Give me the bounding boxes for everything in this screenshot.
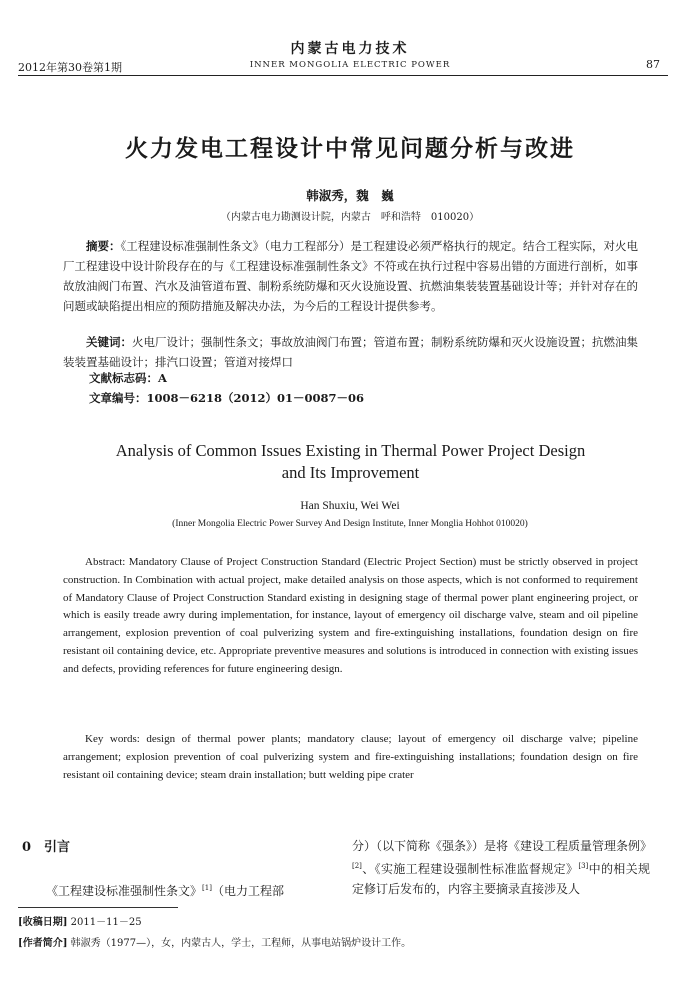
journal-title-cn: 内蒙古电力技术	[290, 41, 410, 57]
abstract-cn-label: 摘要：	[86, 239, 121, 253]
intro-column-left	[22, 878, 320, 901]
affiliation-cn: （内蒙古电力勘测设计院，内蒙古 呼和浩特 010020）	[220, 212, 480, 223]
intro-left-text-a: 《工程建设标准强制性条文》	[46, 884, 203, 898]
journal-volume: 2012年第30卷第1期	[18, 61, 122, 74]
page-number: 87	[646, 58, 660, 71]
footnote-received	[18, 913, 142, 928]
citation-ref: [3]	[578, 862, 589, 870]
article-number	[89, 390, 364, 406]
abstract-cn-text: 《工程建设标准强制性条文》（电力工程部分）是工程建设必须严格执行的规定。结合工程实际，对火电厂工程建设中设计阶段存在的与《工程建设标准强制性条文》不符或在执行过程中容易出错的方面进行剖析，如事故放油阀门布置、汽水及油管道布置、制粉系统防爆和灭火设施设置、抗燃油集装装置基础设计等；并针对存在的问题或缺陷提出相应的预防措施及解决办法，为今后的工程设计提供参考。	[63, 239, 638, 313]
keywords-cn	[63, 332, 638, 372]
authors-en: Han Shuxiu, Wei Wei	[300, 500, 400, 512]
footnote-received-label: [收稿日期]	[18, 917, 68, 928]
intro-left-text-b: （电力工程部	[211, 884, 284, 898]
footnote-rule	[18, 907, 178, 908]
keywords-en	[63, 731, 638, 784]
intro-right-text-a: 分）（以下简称《强条》）是将《建设工程质量管理条例》	[352, 839, 653, 853]
footnote-bio-label: [作者简介]	[18, 938, 68, 949]
footnote-bio-text: 韩淑秀（1977—），女，内蒙古人，学士，工程师，从事电站锅炉设计工作。	[70, 938, 412, 949]
citation-ref: [2]	[352, 862, 362, 870]
intro-right-text-c: 中的相关规定修订后发布的，内容主要摘录直接涉及人	[352, 862, 650, 896]
intro-column-right	[352, 836, 653, 899]
footnote-author-bio	[18, 934, 411, 949]
header-rule	[18, 75, 668, 76]
footnote-received-date: 2011－11－25	[70, 917, 142, 928]
abstract-en-text: Mandatory Clause of Project Construction Standard (Electric Project Section) must be strictly observed in project construction. In Combination with actual project, make detailed analysis on those aspects, which is not conformed to requirement of Mandatory Clause of Project Construction Standard existing in designing stage of thermal power plant engineering project, or which is easily treade awry during implementation, for instance, layout of emergency oil discharge valve, steam and oil pipeline arrangement, explosion prevention of coal pulverizing system and fire-extinguishing installations, foundation design on fire resistant oil containing device, etc. Appropriate preventive measures and solutions is introduced in connection with existing issues and defects, providing references for future engineering design.	[63, 556, 638, 675]
affiliation-en: (Inner Mongolia Electric Power Survey And Design Institute, Inner Monglia Hohhot 010020)	[172, 519, 528, 529]
keywords-cn-text: 火电厂设计；强制性条文；事故放油阀门布置；管道布置；制粉系统防爆和灭火设施设置；抗燃油集装装置基础设计；排汽口设置；管道对接焊口	[63, 335, 638, 369]
article-title-en	[63, 440, 638, 484]
section-heading-intro: 0 引言	[22, 840, 71, 855]
document-code	[89, 370, 167, 386]
keywords-cn-label: 关键词：	[86, 335, 132, 349]
journal-title-en: INNER MONGOLIA ELECTRIC POWER	[249, 60, 451, 70]
authors-cn: 韩淑秀，魏 巍	[306, 188, 394, 203]
article-title-cn: 火力发电工程设计中常见问题分析与改进	[125, 135, 575, 162]
article-number-label: 文章编号：	[89, 391, 147, 405]
article-number-value: 1008－6218（2012）01－0087－06	[146, 391, 365, 405]
article-title-en-line2: and Its Improvement	[281, 463, 420, 482]
intro-right-text-b: 、《实施工程建设强制性标准监督规定》	[361, 862, 579, 876]
abstract-en	[63, 554, 638, 679]
abstract-en-label: Abstract:	[85, 556, 129, 568]
citation-ref: [1]	[202, 884, 212, 892]
article-title-en-line1: Analysis of Common Issues Existing in Thermal Power Project Design	[115, 441, 586, 460]
document-code-label: 文献标志码：	[89, 371, 158, 385]
keywords-en-label: Key words:	[85, 733, 147, 745]
document-code-value: A	[158, 371, 167, 385]
abstract-cn	[63, 236, 638, 316]
keywords-en-text: design of thermal power plants; mandatory clause; layout of emergency oil discharge valve; pipeline arrangement; explosion prevention of coal pulverizing system and fire-extinguishing installations; foundation design on fire resistant oil containing device; steam drain installation; butt welding pipe crater	[63, 733, 638, 781]
